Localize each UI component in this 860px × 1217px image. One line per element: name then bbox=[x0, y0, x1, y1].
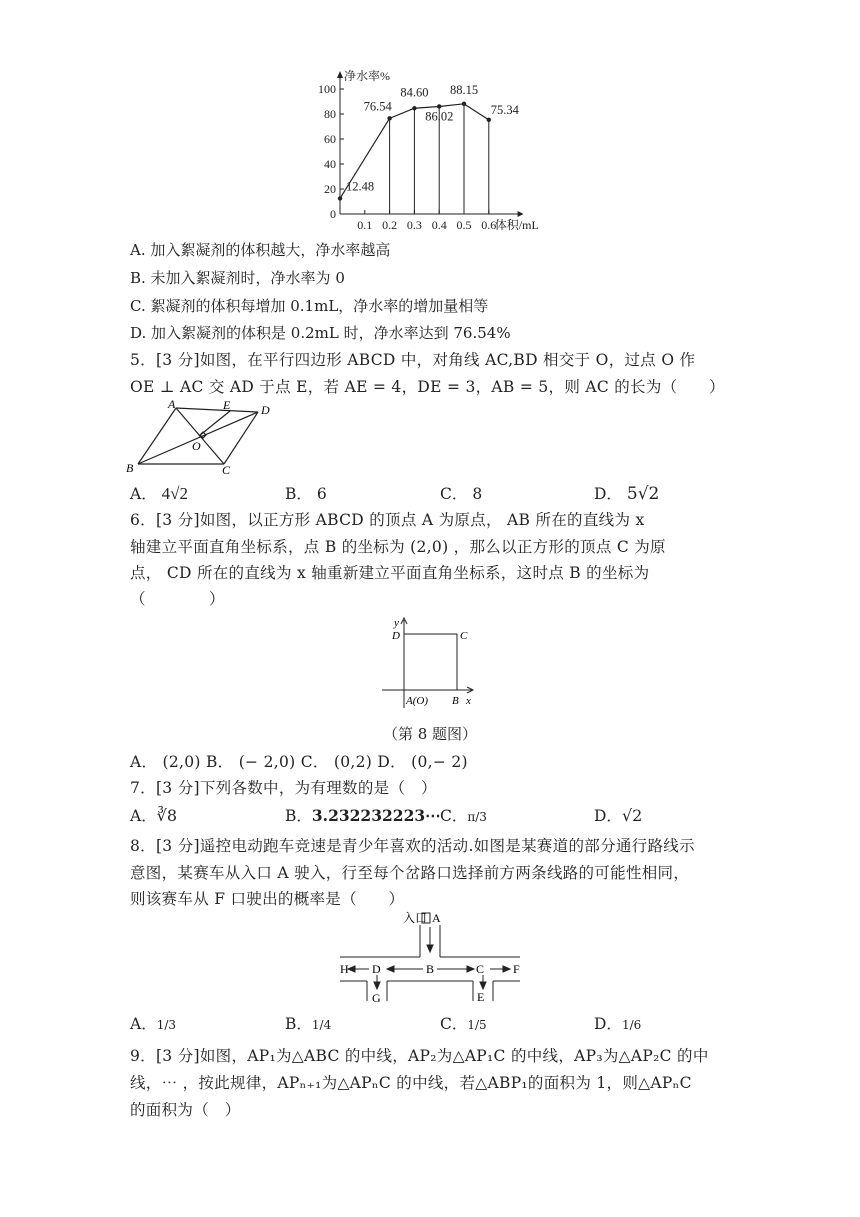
q8-option-c: C．1/5 bbox=[440, 1015, 487, 1033]
q4-option-d: D. 加入絮凝剂的体积是 0.2mL 时，净水率达到 76.54% bbox=[130, 324, 511, 342]
q8-option-d: D．1/6 bbox=[594, 1015, 642, 1033]
x-tick-label: 0.2 bbox=[382, 218, 398, 232]
race-track-figure bbox=[335, 905, 525, 1007]
label-c: C bbox=[222, 463, 231, 477]
y-tick-label: 80 bbox=[324, 107, 336, 121]
x-tick-label: 0.3 bbox=[406, 218, 422, 232]
q4-option-a: A. 加入絮凝剂的体积越大，净水率越高 bbox=[130, 241, 391, 259]
diagonal-ac bbox=[176, 408, 224, 464]
q8-option-a: A．1/3 bbox=[130, 1015, 177, 1033]
y-tick-label: 100 bbox=[318, 82, 336, 96]
data-label: 75.34 bbox=[490, 102, 519, 117]
label-e: E bbox=[223, 398, 231, 412]
q9-stem-line2: 线，⋯ ，按此规律，APₙ₊₁为△APₙC 的中线，若△ABP₁的面积为 1，则△APₙC bbox=[130, 1074, 692, 1092]
label-c: C bbox=[476, 962, 485, 976]
y-axis-arrow bbox=[337, 71, 343, 78]
data-label: 12.48 bbox=[346, 179, 375, 194]
label-d: D bbox=[392, 630, 400, 642]
label-d: D bbox=[261, 403, 270, 417]
data-point bbox=[387, 116, 391, 120]
label-a: A bbox=[432, 911, 441, 925]
label-y: y bbox=[394, 617, 399, 629]
data-point bbox=[338, 196, 342, 200]
data-label: 84.60 bbox=[400, 85, 429, 100]
q7-option-c: C．π/3 bbox=[440, 807, 487, 825]
data-point bbox=[437, 104, 441, 108]
q6-stem-line4: （ ） bbox=[130, 590, 225, 608]
q4-option-b: B. 未加入絮凝剂时，净水率为 0 bbox=[130, 269, 345, 287]
data-label: 86.02 bbox=[425, 109, 454, 124]
q4-option-c: C. 絮凝剂的体积每增加 0.1mL，净水率的增加量相等 bbox=[130, 297, 489, 315]
q7-option-a: A．∛8 bbox=[130, 806, 178, 825]
arrow-down-icon bbox=[427, 945, 433, 952]
arrow-down-icon bbox=[374, 982, 380, 989]
label-o: O bbox=[192, 439, 201, 453]
side-ad bbox=[176, 408, 258, 412]
square-abcd bbox=[404, 634, 457, 690]
q8-stem-line2: 意图，某赛车从入口 A 驶入，行至每个岔路口选择前方两条线路的可能性相同， bbox=[130, 864, 690, 882]
x-tick-label: 0.6 bbox=[481, 218, 497, 232]
label-x: x bbox=[466, 695, 471, 707]
label-h: H bbox=[340, 962, 349, 976]
label-b: B bbox=[126, 461, 134, 475]
q9-stem-line3: 的面积为（ ） bbox=[130, 1101, 241, 1119]
q5-option-b: B． 6 bbox=[285, 485, 327, 503]
arrow-right-icon bbox=[467, 966, 474, 972]
arrow-down-icon bbox=[480, 982, 486, 989]
label-entry: 入口 bbox=[403, 911, 428, 925]
q9-stem-line1: 9．[3 分]如图，AP₁为△ABC 的中线，AP₂为△AP₁C 的中线，AP₃为△AP₂C 的中 bbox=[130, 1047, 709, 1065]
label-e: E bbox=[477, 990, 485, 1004]
y-tick-label: 40 bbox=[324, 157, 336, 171]
data-label: 76.54 bbox=[363, 99, 392, 114]
label-b: B bbox=[426, 962, 435, 976]
label-a-origin: A(O) bbox=[406, 695, 428, 707]
q5-option-a: A． 4√2 bbox=[130, 484, 188, 503]
y-tick-label: 20 bbox=[324, 182, 336, 196]
y-axis-label: 净水率% bbox=[344, 69, 390, 83]
x-axis-arrow bbox=[518, 211, 524, 217]
label-a: A bbox=[168, 397, 176, 411]
y-tick-label: 60 bbox=[324, 132, 336, 146]
x-tick-label: 0.4 bbox=[431, 218, 447, 232]
q6-options: A． (2,0) B． (− 2,0) C． (0,2) D． (0,− 2) bbox=[130, 753, 468, 771]
q8-option-b: B．1/4 bbox=[285, 1015, 332, 1033]
x-axis-label: 体积/mL bbox=[494, 218, 539, 232]
arrow-left-icon bbox=[387, 966, 394, 972]
y-tick-label: 0 bbox=[330, 207, 336, 221]
x-tick-label: 0.1 bbox=[357, 218, 373, 232]
q6-stem-line3: 点， CD 所在的直线为 x 轴重新建立平面直角坐标系，这时点 B 的坐标为 bbox=[130, 564, 650, 582]
data-label: 88.15 bbox=[450, 82, 479, 97]
q5-option-c: C． 8 bbox=[440, 485, 483, 503]
q5-stem-line1: 5．[3 分]如图，在平行四边形 ABCD 中，对角线 AC,BD 相交于 O，过点 O 作 bbox=[130, 351, 696, 369]
q6-stem-line2: 轴建立平面直角坐标系，点 B 的坐标为 (2,0) ，那么以正方形的顶点 C 为原 bbox=[130, 538, 666, 556]
q7-option-b: B．3.232232223⋯ bbox=[285, 806, 441, 825]
arrow-right-icon bbox=[503, 966, 510, 972]
q7-stem: 7．[3 分]下列各数中，为有理数的是（ ） bbox=[130, 779, 437, 797]
water-rate-chart bbox=[320, 66, 560, 238]
figure-caption: （第 8 题图） bbox=[382, 725, 478, 743]
arrow-left-icon bbox=[348, 966, 355, 972]
data-point bbox=[487, 118, 491, 122]
q7-option-d: D．√2 bbox=[594, 806, 643, 825]
label-f: F bbox=[513, 962, 520, 976]
label-g: G bbox=[372, 991, 381, 1005]
label-d: D bbox=[372, 962, 381, 976]
q5-option-d: D． 5√2 bbox=[594, 484, 660, 504]
label-c: C bbox=[460, 630, 468, 642]
data-point bbox=[412, 106, 416, 110]
q8-stem-line3: 则该赛车从 F 口驶出的概率是（ ） bbox=[130, 890, 405, 908]
q5-stem-line2: OE ⊥ AC 交 AD 于点 E，若 AE = 4，DE = 3，AB = 5，则 AC 的长为（ ） bbox=[130, 378, 725, 396]
label-b: B bbox=[452, 695, 459, 707]
q8-stem-line1: 8．[3 分]遥控电动跑车竞速是青少年喜欢的活动.如图是某赛道的部分通行路线示 bbox=[130, 837, 695, 855]
square-coordinate-figure bbox=[378, 612, 478, 714]
x-tick-label: 0.5 bbox=[456, 218, 472, 232]
parallelogram-figure bbox=[126, 398, 276, 476]
data-point bbox=[462, 102, 466, 106]
q6-stem-line1: 6．[3 分]如图，以正方形 ABCD 的顶点 A 为原点， AB 所在的直线为 x bbox=[130, 511, 645, 529]
